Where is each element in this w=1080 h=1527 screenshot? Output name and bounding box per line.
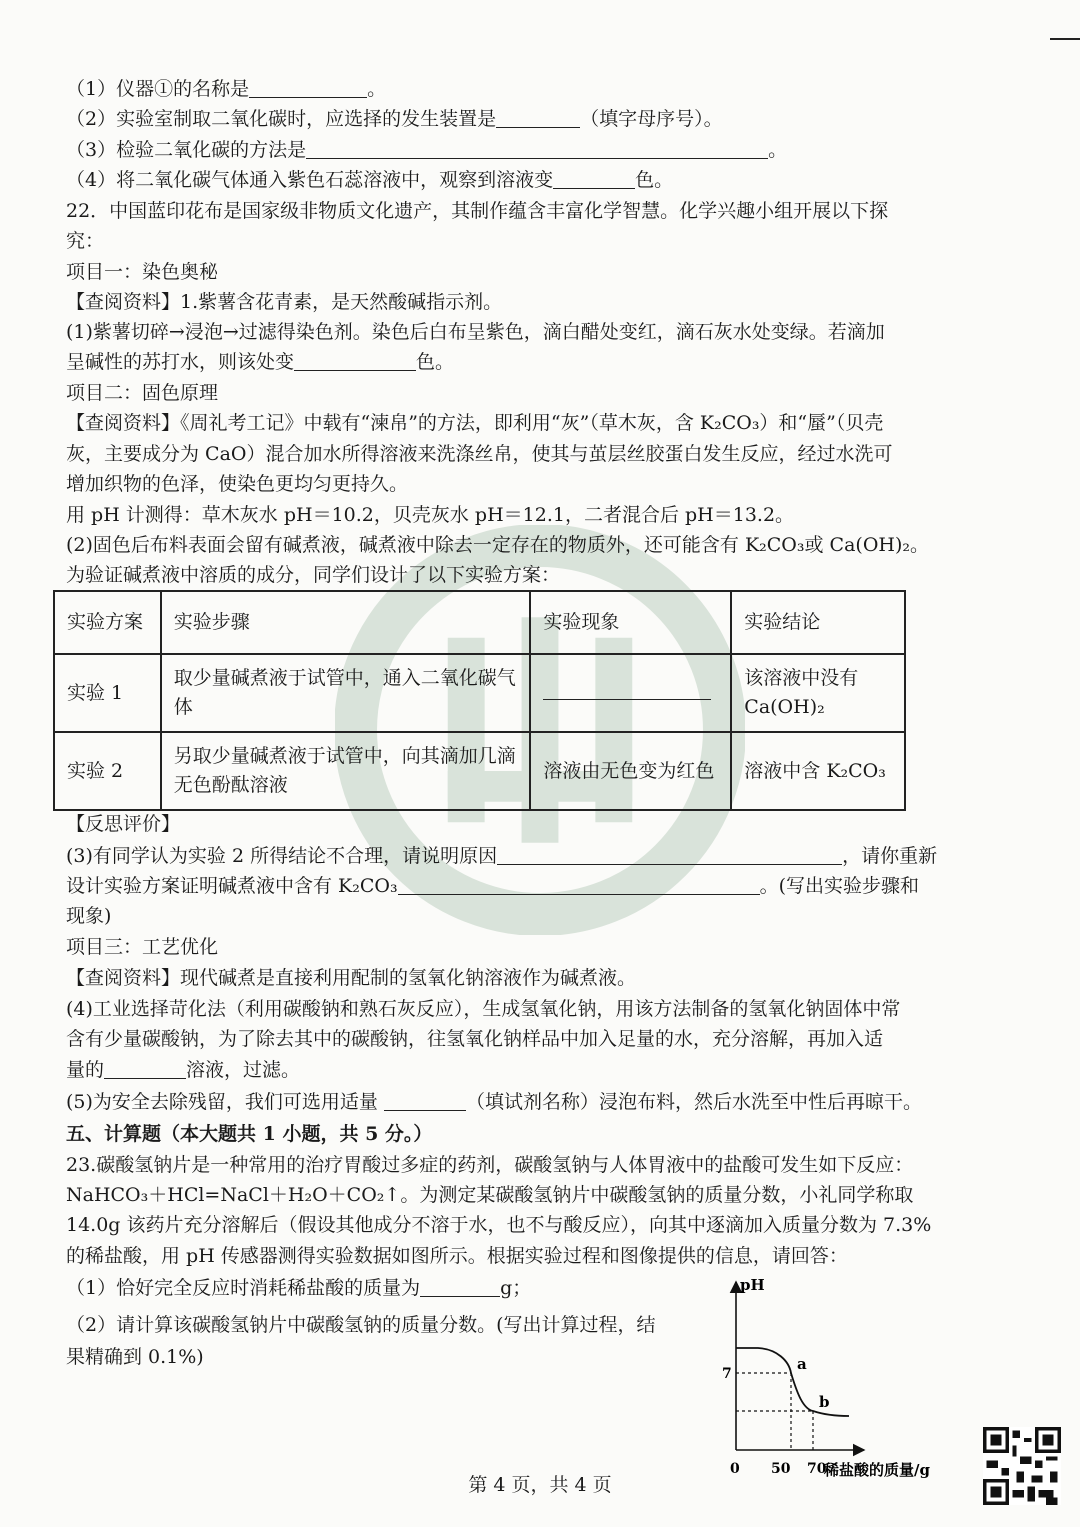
ph-curve-line [736,1348,849,1416]
answer-blank[interactable] [306,138,768,159]
project2-reference-line2: 灰，主要成分为 CaO）混合加水所得溶液来洗涤丝帛，使其与茧层丝胶蛋白发生反应，经过水洗可 [66,443,893,465]
q21-sub3: （3）检验二氧化碳的方法是 。 [66,139,788,161]
q21-sub2: （2）实验室制取二氧化碳时，应选择的发生装置是 （填字母序号）。 [66,108,723,130]
table-cell-conclusion: 溶液中含 K₂CO₃ [731,732,905,810]
q23-line4: 的稀盐酸，用 pH 传感器测得实验数据如图所示。根据实验过程和图像提供的信息，请回答： [66,1245,848,1267]
table-cell-phenomenon: 溶液由无色变为红色 [530,732,731,810]
project1-reference: 【查阅资料】1.紫薯含花青素，是天然酸碱指示剂。 [66,291,503,313]
table-cell-steps: 取少量碱煮液于试管中，通入二氧化碳气体 [161,654,531,732]
table-row [54,654,905,732]
section-5-heading: 五、计算题（本大题共 1 小题，共 5 分。） [66,1123,433,1145]
scan-edge-mark [1050,38,1080,40]
q22-sub4-line2: 含有少量碳酸钠，为了除去其中的碳酸钠，往氢氧化钠样品中加入足量的水，充分溶解，再加入适 [66,1028,884,1050]
answer-blank[interactable] [553,168,635,189]
table-header-cell: 实验现象 [530,591,731,654]
table-header-cell: 实验步骤 [161,591,531,654]
q23-sub2-line1: （2）请计算该碳酸氢钠片中碳酸氢钠的质量分数。(写出计算过程，结 [66,1314,656,1336]
project2-title: 项目二：固色原理 [66,382,219,404]
x-tick-label-50: 50 [771,1461,791,1477]
q22-sub4-line1: (4)工业选择苛化法（利用碳酸钠和熟石灰反应），生成氢氧化钠，用该方法制备的氢氧化钠固体中常 [66,998,901,1020]
answer-blank[interactable] [420,1276,500,1297]
answer-blank[interactable] [398,874,760,895]
q22-sub1-line2: 呈碱性的苏打水，则该处变 色。 [66,351,455,373]
q23-sub2-line2: 果精确到 0.1%) [66,1346,204,1368]
origin-label: 0 [730,1461,740,1477]
ph-measurement-line: 用 pH 计测得：草木灰水 pH＝10.2，贝壳灰水 pH＝12.1，二者混合后 pH＝13.2。 [66,504,795,526]
q23-sub1: （1）恰好完全反应时消耗稀盐酸的质量为 g； [66,1277,532,1299]
project3-title: 项目三：工艺优化 [66,936,219,958]
project3-reference: 【查阅资料】现代碱煮是直接利用配制的氢氧化钠溶液作为碱煮液。 [66,967,637,989]
q22-sub2-line2: 为验证碱煮液中溶质的成分，同学们设计了以下实验方案： [66,564,561,586]
x-tick-label-70: 70 [807,1461,827,1477]
table-cell-steps: 另取少量碱煮液于试管中，向其滴加几滴无色酚酞溶液 [161,732,531,810]
q22-intro-line1: 22．中国蓝印花布是国家级非物质文化遗产，其制作蕴含丰富化学智慧。化学兴趣小组开展以下探 [66,200,889,222]
q22-sub3-line1: (3)有同学认为实验 2 所得结论不合理，请说明原因 ，请你重新 [66,845,938,867]
answer-blank[interactable] [543,677,711,700]
point-label-b: b [819,1393,830,1411]
q22-sub3-line2: 设计实验方案证明碱煮液中含有 K₂CO₃ 。(写出实验步骤和 [66,875,920,897]
table-header-cell: 实验方案 [54,591,161,654]
table-cell-phenomenon [530,654,731,732]
table-header-row [54,591,905,654]
project1-title: 项目一：染色奥秘 [66,261,219,283]
table-header-cell: 实验结论 [731,591,905,654]
table-cell-plan: 实验 2 [54,732,161,810]
q21-sub4: （4）将二氧化碳气体通入紫色石蕊溶液中，观察到溶液变 色。 [66,169,674,191]
table-cell-plan: 实验 1 [54,654,161,732]
q23-line3: 14.0g 该药片充分溶解后（假设其他成分不溶于水，也不与酸反应），向其中逐滴加入质量分数为 7.3% [66,1214,932,1236]
page-footer: 第 4 页，共 4 页 [468,1474,612,1496]
q22-sub5: (5)为安全去除残留，我们可选用适量 （填试剂名称）浸泡布料，然后水洗至中性后再晾干。 [66,1091,922,1113]
q22-sub1-line1: (1)紫薯切碎→浸泡→过滤得染色剂。染色后白布呈紫色，滴白醋处变红，滴石灰水处变绿。若滴加 [66,321,885,343]
q22-sub2-line1: (2)固色后布料表面会留有碱煮液，碱煮液中除去一定存在的物质外，还可能含有 K₂CO₃或 Ca(OH)₂。 [66,534,929,556]
point-label-a: a [797,1355,807,1373]
answer-blank[interactable] [104,1058,186,1079]
q22-sub4-line3: 量的 溶液，过滤。 [66,1059,301,1081]
answer-blank[interactable] [497,844,842,865]
project2-reference-line3: 增加织物的色泽，使染色更均匀更持久。 [66,473,409,495]
q22-intro-line2: 究： [66,230,105,252]
answer-blank[interactable] [496,107,580,128]
x-axis-label: 稀盐酸的质量/g [824,1461,930,1479]
y-axis-label: pH [740,1276,765,1294]
answer-blank[interactable] [384,1090,466,1111]
reflection-title: 【反思评价】 [66,813,181,835]
table-cell-conclusion: 该溶液中没有Ca(OH)₂ [731,654,905,732]
q23-line1: 23.碳酸氢钠片是一种常用的治疗胃酸过多症的药剂，碳酸氢钠与人体胃液中的盐酸可发生如下反应： [66,1154,914,1176]
table-row [54,732,905,810]
project2-reference-line1: 【查阅资料】《周礼考工记》中载有“湅帛”的方法，即利用“灰”（草木灰，含 K₂CO₃）和“蜃”（贝壳 [66,412,884,434]
q23-line2: NaHCO₃＋HCl=NaCl＋H₂O＋CO₂↑。为测定某碳酸氢钠片中碳酸氢钠的质量分数，小礼同学称取 [66,1184,914,1206]
ph-curve-chart [712,1270,972,1480]
answer-blank[interactable] [249,77,367,98]
experiment-table [53,590,906,811]
y-tick-label-7: 7 [722,1366,732,1382]
q22-sub3-line3: 现象) [66,905,112,927]
q21-sub1: （1）仪器①的名称是 。 [66,78,387,100]
answer-blank[interactable] [294,350,416,371]
